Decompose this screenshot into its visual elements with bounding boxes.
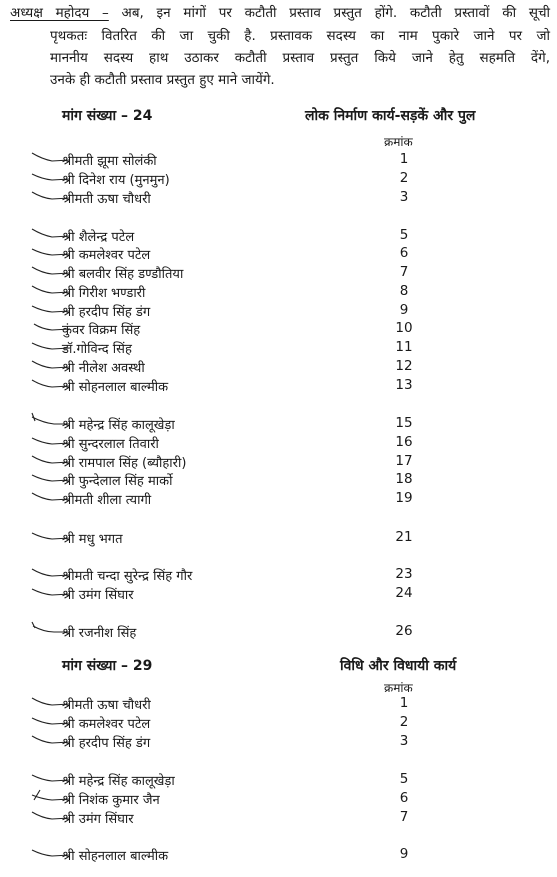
member-row	[0, 227, 557, 247]
member-row	[0, 302, 557, 322]
member-name: श्री दिनेश राय (मुनमुन)	[62, 173, 170, 188]
member-row	[0, 151, 557, 171]
serial-number: 15	[395, 415, 413, 431]
member-name: श्री बलवीर सिंह डण्डौतिया	[62, 267, 184, 282]
member-row	[0, 434, 557, 454]
serial-number: 16	[395, 434, 413, 450]
member-name: श्री उमंग सिंघार	[62, 588, 134, 603]
serial-number: 5	[399, 227, 409, 243]
member-name: श्री रजनीश सिंह	[62, 626, 137, 641]
member-name: श्रीमती झूमा सोलंकी	[62, 154, 157, 169]
member-name: श्री सुन्दरलाल तिवारी	[62, 437, 159, 452]
member-row	[0, 771, 557, 791]
serial-number: 6	[399, 245, 409, 261]
serial-number: 1	[399, 695, 409, 711]
member-row	[0, 490, 557, 510]
serial-number: 10	[395, 320, 413, 336]
serial-header: क्रमांक	[384, 135, 413, 149]
intro-line-4: उनके ही कटौती प्रस्ताव प्रस्तुत हुए माने जायेंगे.	[50, 72, 275, 88]
member-name: कुंवर विक्रम सिंह	[62, 323, 141, 338]
member-row	[0, 695, 557, 715]
serial-number: 7	[399, 264, 409, 280]
serial-number: 9	[399, 846, 409, 862]
member-name: डॉ.गोविन्द सिंह	[62, 342, 132, 357]
serial-number: 3	[399, 733, 409, 749]
member-row	[0, 377, 557, 397]
member-name: श्री कमलेश्वर पटेल	[62, 248, 151, 263]
serial-number: 3	[399, 189, 409, 205]
member-row	[0, 283, 557, 303]
member-name: श्री हरदीप सिंह डंग	[62, 736, 151, 751]
member-row	[0, 339, 557, 359]
member-row	[0, 264, 557, 284]
demand-number: मांग संख्या – 24	[62, 108, 153, 124]
member-row	[0, 320, 557, 340]
member-name: श्री महेन्द्र सिंह कालूखेड़ा	[62, 418, 175, 433]
serial-number: 13	[395, 377, 413, 393]
serial-number: 2	[399, 714, 409, 730]
demand-title: लोक निर्माण कार्य-सड़कें और पुल	[305, 108, 476, 124]
member-name: श्री महेन्द्र सिंह कालूखेड़ा	[62, 774, 175, 789]
member-row	[0, 733, 557, 753]
member-row	[0, 415, 557, 435]
member-row	[0, 790, 557, 810]
serial-number: 23	[395, 566, 413, 582]
speaker-label: अध्यक्ष महोदय –	[10, 5, 109, 21]
serial-number: 5	[399, 771, 409, 787]
serial-number: 2	[399, 170, 409, 186]
member-row	[0, 585, 557, 605]
intro-text-1: अब, इन मांगों पर कटौती प्रस्ताव प्रस्तुत होंगे. कटौती प्रस्तावों की सूची	[121, 5, 551, 21]
member-name: श्री शैलेन्द्र पटेल	[62, 230, 135, 245]
member-name: श्री सोहनलाल बाल्मीक	[62, 380, 169, 395]
member-name: श्री गिरीश भण्डारी	[62, 286, 146, 301]
member-name: श्रीमती ऊषा चौधरी	[62, 192, 151, 207]
member-row	[0, 170, 557, 190]
serial-number: 17	[395, 453, 413, 469]
serial-number: 1	[399, 151, 409, 167]
intro-line-2: पृथकतः वितरित की जा चुकी है. प्रस्तावक सदस्य का नाम पुकारे जाने पर जो	[50, 28, 550, 44]
serial-number: 9	[399, 302, 409, 318]
serial-number: 24	[395, 585, 413, 601]
member-row	[0, 714, 557, 734]
member-name: श्री फुन्देलाल सिंह मार्को	[62, 474, 173, 489]
serial-number: 6	[399, 790, 409, 806]
serial-number: 19	[395, 490, 413, 506]
serial-number: 12	[395, 358, 413, 374]
member-name: श्रीमती चन्दा सुरेन्द्र सिंह गौर	[62, 569, 193, 584]
demand-number: मांग संख्या – 29	[62, 658, 153, 674]
member-name: श्री हरदीप सिंह डंग	[62, 305, 151, 320]
member-row	[0, 529, 557, 549]
member-row	[0, 453, 557, 473]
member-name: श्रीमती शीला त्यागी	[62, 493, 152, 508]
member-name: श्री रामपाल सिंह (ब्यौहारी)	[62, 456, 187, 471]
member-name: श्री उमंग सिंघार	[62, 812, 134, 827]
serial-number: 26	[395, 623, 413, 639]
intro-line-1	[10, 2, 550, 24]
serial-number: 8	[399, 283, 409, 299]
serial-number: 21	[395, 529, 413, 545]
member-row	[0, 623, 557, 643]
member-name: श्री सोहनलाल बाल्मीक	[62, 849, 169, 864]
member-name: श्री नीलेश अवस्थी	[62, 361, 145, 376]
intro-line-3: माननीय सदस्य हाथ उठाकर कटौती प्रस्ताव प्रस्तुत किये जाने हेतु सहमति देंगे,	[50, 50, 550, 66]
member-row	[0, 809, 557, 829]
member-row	[0, 358, 557, 378]
member-row	[0, 846, 557, 866]
member-row	[0, 566, 557, 586]
serial-number: 7	[399, 809, 409, 825]
serial-header: क्रमांक	[384, 681, 413, 695]
member-row	[0, 245, 557, 265]
member-row	[0, 189, 557, 209]
member-name: श्री मधु भगत	[62, 532, 123, 547]
serial-number: 18	[395, 471, 413, 487]
member-name: श्री निशंक कुमार जैन	[62, 793, 160, 808]
demand-title: विधि और विधायी कार्य	[340, 658, 457, 674]
serial-number: 11	[395, 339, 413, 355]
member-row	[0, 471, 557, 491]
member-name: श्री कमलेश्वर पटेल	[62, 717, 151, 732]
member-name: श्रीमती ऊषा चौधरी	[62, 698, 151, 713]
